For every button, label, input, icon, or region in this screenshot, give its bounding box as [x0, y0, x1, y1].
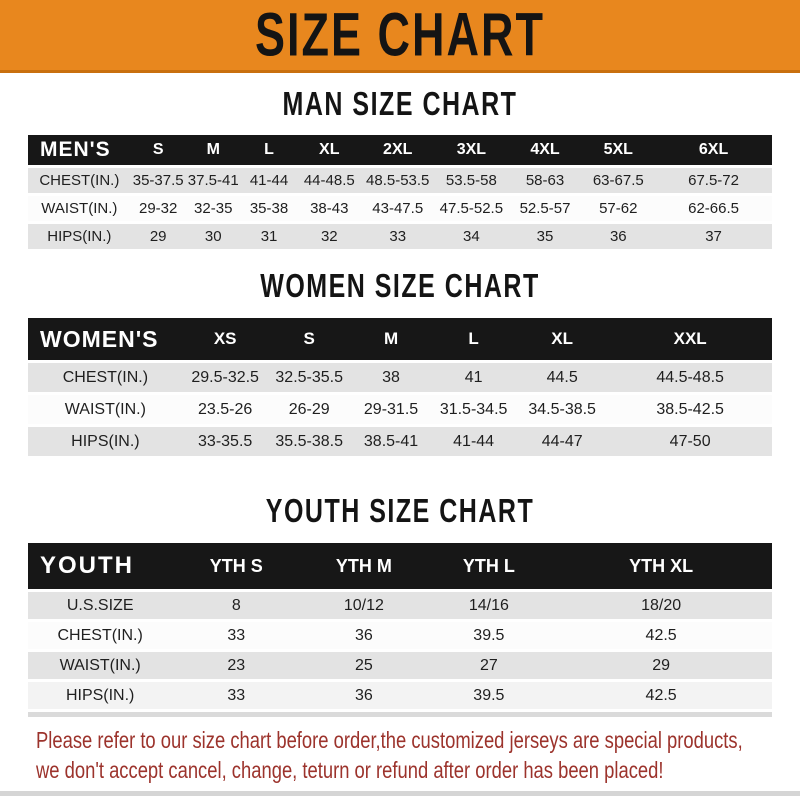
row-label: HIPS(IN.)	[28, 682, 172, 709]
banner-title: SIZE CHART	[255, 0, 545, 69]
men-hips-row	[28, 224, 772, 249]
size-value: 36	[581, 224, 655, 249]
size-value: 35.5-38.5	[268, 427, 351, 456]
size-value: 38	[351, 363, 431, 392]
youth-chest-row	[28, 622, 772, 649]
men-size-header: 5XL	[581, 135, 655, 165]
row-label: HIPS(IN.)	[28, 427, 183, 456]
men-size-header: XL	[297, 135, 361, 165]
youth-table-bottom-edge	[28, 712, 772, 717]
bottom-edge-shadow	[0, 791, 800, 796]
women-size-chart-heading: WOMEN SIZE CHART	[260, 267, 540, 305]
women-size-header: M	[351, 318, 431, 360]
youth-size-header: YTH M	[300, 543, 427, 589]
size-value: 42.5	[550, 682, 772, 709]
size-value: 29-31.5	[351, 395, 431, 424]
men-header-label: MEN'S	[28, 135, 131, 165]
size-value: 23.5-26	[183, 395, 268, 424]
men-size-header: 3XL	[434, 135, 508, 165]
size-value: 67.5-72	[655, 168, 772, 193]
women-size-table	[28, 315, 772, 459]
row-label: U.S.SIZE	[28, 592, 172, 619]
size-value: 38.5-41	[351, 427, 431, 456]
size-value: 31	[241, 224, 298, 249]
size-value: 44-47	[516, 427, 608, 456]
women-header-row	[28, 318, 772, 360]
size-value: 44.5-48.5	[608, 363, 772, 392]
men-size-header: 4XL	[509, 135, 582, 165]
men-size-header: S	[131, 135, 186, 165]
size-value: 43-47.5	[361, 196, 434, 221]
size-value: 29-32	[131, 196, 186, 221]
women-size-header: S	[268, 318, 351, 360]
youth-hips-row	[28, 682, 772, 709]
women-size-header: XL	[516, 318, 608, 360]
youth-header-row	[28, 543, 772, 589]
disclaimer-line-1: Please refer to our size chart before order,the customized jerseys are special products,	[36, 727, 743, 753]
size-value: 32	[297, 224, 361, 249]
disclaimer	[0, 725, 800, 785]
row-label: WAIST(IN.)	[28, 652, 172, 679]
size-value: 33	[361, 224, 434, 249]
man-size-chart-heading: MAN SIZE CHART	[282, 85, 518, 123]
size-value: 25	[300, 652, 427, 679]
youth-size-chart-heading: YOUTH SIZE CHART	[265, 492, 535, 530]
size-value: 29.5-32.5	[183, 363, 268, 392]
size-value: 8	[172, 592, 300, 619]
size-value: 47-50	[608, 427, 772, 456]
youth-ussize-row	[28, 592, 772, 619]
size-value: 35	[509, 224, 582, 249]
row-label: CHEST(IN.)	[28, 168, 131, 193]
men-size-table	[28, 132, 772, 252]
row-label: HIPS(IN.)	[28, 224, 131, 249]
size-value: 44-48.5	[297, 168, 361, 193]
size-value: 38-43	[297, 196, 361, 221]
size-value: 36	[300, 682, 427, 709]
size-value: 53.5-58	[434, 168, 508, 193]
size-value: 47.5-52.5	[434, 196, 508, 221]
women-chest-row	[28, 363, 772, 392]
size-value: 32-35	[186, 196, 241, 221]
size-value: 37.5-41	[186, 168, 241, 193]
row-label: WAIST(IN.)	[28, 395, 183, 424]
size-value: 33	[172, 622, 300, 649]
men-size-header: M	[186, 135, 241, 165]
size-value: 14/16	[428, 592, 551, 619]
size-value: 35-37.5	[131, 168, 186, 193]
size-value: 23	[172, 652, 300, 679]
women-size-header: L	[431, 318, 516, 360]
row-label: CHEST(IN.)	[28, 363, 183, 392]
size-value: 44.5	[516, 363, 608, 392]
size-value: 41-44	[431, 427, 516, 456]
row-label: CHEST(IN.)	[28, 622, 172, 649]
women-waist-row	[28, 395, 772, 424]
size-value: 30	[186, 224, 241, 249]
size-value: 39.5	[428, 682, 551, 709]
row-label: WAIST(IN.)	[28, 196, 131, 221]
men-size-header: 2XL	[361, 135, 434, 165]
youth-size-table	[28, 540, 772, 712]
size-value: 38.5-42.5	[608, 395, 772, 424]
women-size-header: XS	[183, 318, 268, 360]
size-value: 58-63	[509, 168, 582, 193]
size-value: 57-62	[581, 196, 655, 221]
youth-size-header: YTH S	[172, 543, 300, 589]
disclaimer-line-2: we don't accept cancel, change, teturn or refund after order has been placed!	[36, 757, 664, 783]
women-size-header: XXL	[608, 318, 772, 360]
size-value: 37	[655, 224, 772, 249]
size-value: 33-35.5	[183, 427, 268, 456]
youth-section-title	[0, 492, 800, 530]
size-value: 10/12	[300, 592, 427, 619]
men-size-header: L	[241, 135, 298, 165]
size-value: 33	[172, 682, 300, 709]
size-chart-banner	[0, 0, 800, 73]
size-value: 39.5	[428, 622, 551, 649]
men-waist-row	[28, 196, 772, 221]
size-value: 62-66.5	[655, 196, 772, 221]
size-value: 41-44	[241, 168, 298, 193]
size-value: 31.5-34.5	[431, 395, 516, 424]
size-value: 36	[300, 622, 427, 649]
size-value: 27	[428, 652, 551, 679]
size-value: 48.5-53.5	[361, 168, 434, 193]
youth-size-header: YTH L	[428, 543, 551, 589]
youth-size-header: YTH XL	[550, 543, 772, 589]
size-value: 26-29	[268, 395, 351, 424]
size-value: 34	[434, 224, 508, 249]
size-value: 41	[431, 363, 516, 392]
size-value: 29	[131, 224, 186, 249]
size-value: 32.5-35.5	[268, 363, 351, 392]
men-size-header: 6XL	[655, 135, 772, 165]
youth-waist-row	[28, 652, 772, 679]
size-value: 52.5-57	[509, 196, 582, 221]
size-value: 34.5-38.5	[516, 395, 608, 424]
women-section-title	[0, 267, 800, 305]
men-header-row	[28, 135, 772, 165]
size-value: 35-38	[241, 196, 298, 221]
man-section-title	[0, 85, 800, 123]
size-value: 29	[550, 652, 772, 679]
size-value: 63-67.5	[581, 168, 655, 193]
size-value: 42.5	[550, 622, 772, 649]
youth-header-label: YOUTH	[28, 543, 172, 589]
size-value: 18/20	[550, 592, 772, 619]
men-chest-row	[28, 168, 772, 193]
women-header-label: WOMEN'S	[28, 318, 183, 360]
women-hips-row	[28, 427, 772, 456]
